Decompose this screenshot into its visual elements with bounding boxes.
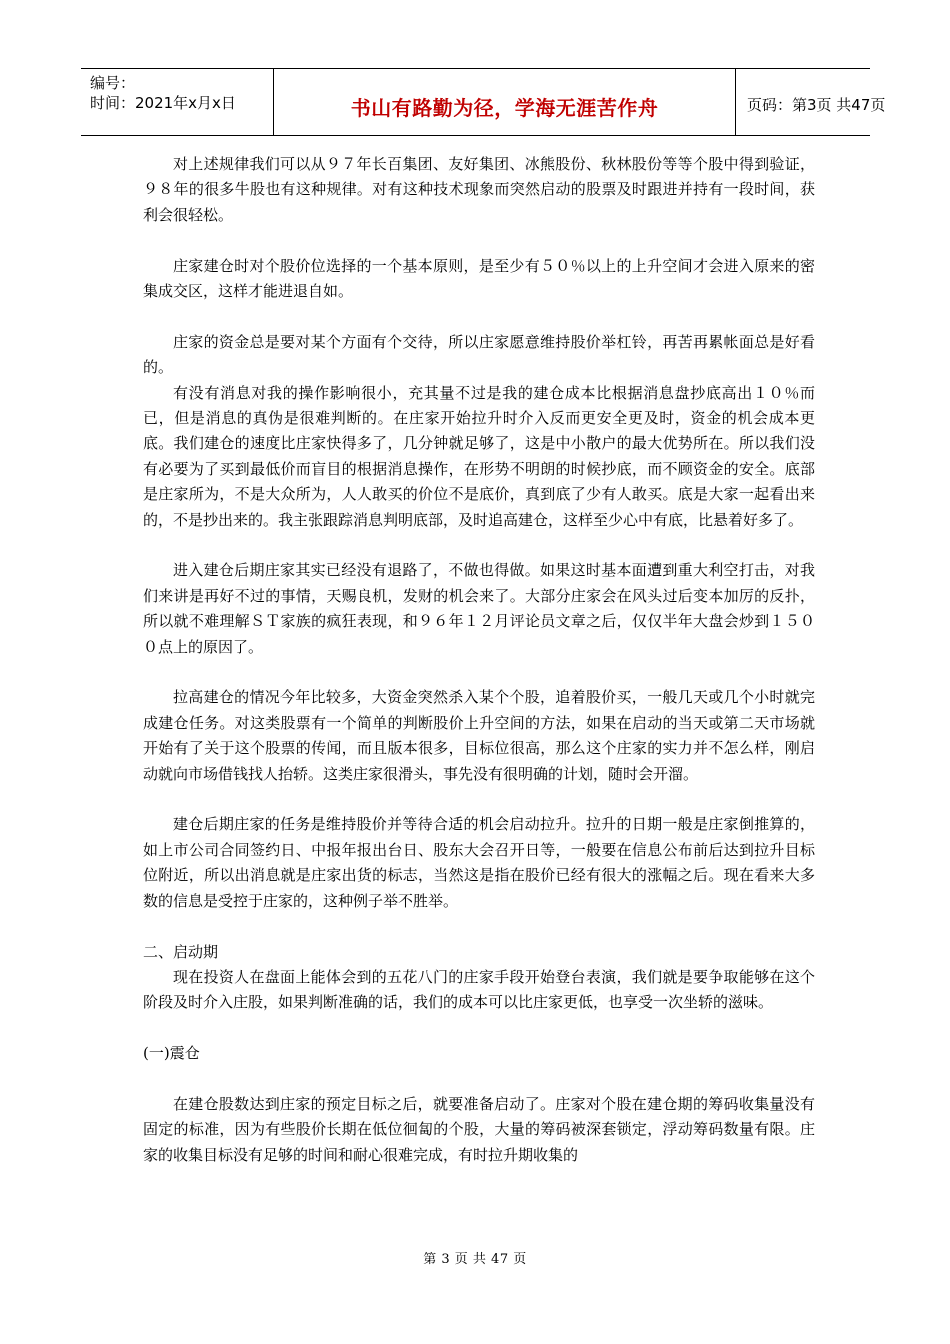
document-body: [143, 152, 815, 1168]
paragraph: 进入建仓后期庄家其实已经没有退路了，不做也得做。如果这时基本面遭到重大利空打击，对我们来讲是再好不过的事情，天赐良机，发财的机会来了。大部分庄家会在风头过后变本加厉的反扑，所以就不难理解ＳＴ家族的疯狂表现，和９６年１２月评论员文章之后，仅仅半年大盘会炒到１５００点上的原因了。: [143, 561, 815, 656]
section-heading: 二、启动期: [143, 942, 219, 961]
page-footer: 第 3 页 共 47 页: [423, 1252, 527, 1267]
paragraph: 对上述规律我们可以从９７年长百集团、友好集团、冰熊股份、秋林股份等等个股中得到验证，９８年的很多牛股也有这种规律。对有这种技术现象而突然启动的股票及时跟进并持有一段时间，获利会很轻松。: [143, 155, 815, 224]
header-motto-cell: [274, 69, 736, 135]
paragraph: 有没有消息对我的操作影响很小，充其量不过是我的建仓成本比根据消息盘抄底高出１０％而已，但是消息的真伪是很难判断的。在庄家开始拉升时介入反而更安全更及时，资金的机会成本更底。我们建仓的速度比庄家快得多了，几分钟就足够了，这是中小散户的最大优势所在。所以我们没有必要为了买到最低价而盲目的根据消息操作，在形势不明朗的时候抄底，而不顾资金的安全。底部是庄家所为，不是大众所为，人人敢买的价位不是底价，真到底了少有人敢买。底是大家一起看出来的，不是抄出来的。我主张跟踪消息判明底部，及时追高建仓，这样至少心中有底，比悬着好多了。: [143, 383, 815, 529]
paragraph: 庄家的资金总是要对某个方面有个交待，所以庄家愿意维持股价举杠铃，再苦再累帐面总是好看的。: [143, 332, 815, 377]
number-label: 编号：: [90, 74, 136, 92]
paragraph: 建仓后期庄家的任务是维持股价并等待合适的机会启动拉升。拉升的日期一般是庄家倒推算的，如上市公司合同签约日、中报年报出台日、股东大会召开日等，一般要在信息公布前后达到拉升目标位附近，所以出消息就是庄家出货的标志，当然这是指在股价已经有很大的涨幅之后。现在看来大多数的信息是受控于庄家的，这种例子举不胜举。: [143, 815, 815, 910]
paragraph: 庄家建仓时对个股价位选择的一个基本原则，是至少有５０％以上的上升空间才会进入原来的密集成交区，这样才能进退自如。: [143, 256, 815, 301]
motto-text: 书山有路勤为径，学海无涯苦作舟: [350, 96, 659, 120]
header-meta-cell: [81, 69, 274, 135]
paragraph: 拉高建仓的情况今年比较多，大资金突然杀入某个个股，追着股价买，一般几天或几个小时就完成建仓任务。对这类股票有一个简单的判断股价上升空间的方法，如果在启动的当天或第二天市场就开始有了关于这个股票的传闻，而且版本很多，目标位很高，那么这个庄家的实力并不怎么样，刚启动就向市场借钱找人抬轿。这类庄家很滑头，事先没有很明确的计划，随时会开溜。: [143, 688, 815, 783]
subsection-heading: (一)震仓: [143, 1044, 200, 1063]
paragraph: 现在投资人在盘面上能体会到的五花八门的庄家手段开始登台表演，我们就是要争取能够在这个阶段及时介入庄股，如果判断准确的话，我们的成本可以比庄家更低，也享受一次坐轿的滋味。: [143, 967, 815, 1012]
date-label: 时间：2021年x月x日: [90, 94, 236, 112]
page-header: [81, 68, 886, 136]
page-number-label: 页码：第3页 共47页: [747, 96, 886, 114]
header-page-cell: [736, 69, 886, 135]
paragraph: 在建仓股数达到庄家的预定目标之后，就要准备启动了。庄家对个股在建仓期的筹码收集量没有固定的标准，因为有些股价长期在低位徊匐的个股，大量的筹码被深套锁定，浮动筹码数量有限。庄家的收集目标没有足够的时间和耐心很难完成，有时拉升期收集的: [143, 1094, 815, 1164]
